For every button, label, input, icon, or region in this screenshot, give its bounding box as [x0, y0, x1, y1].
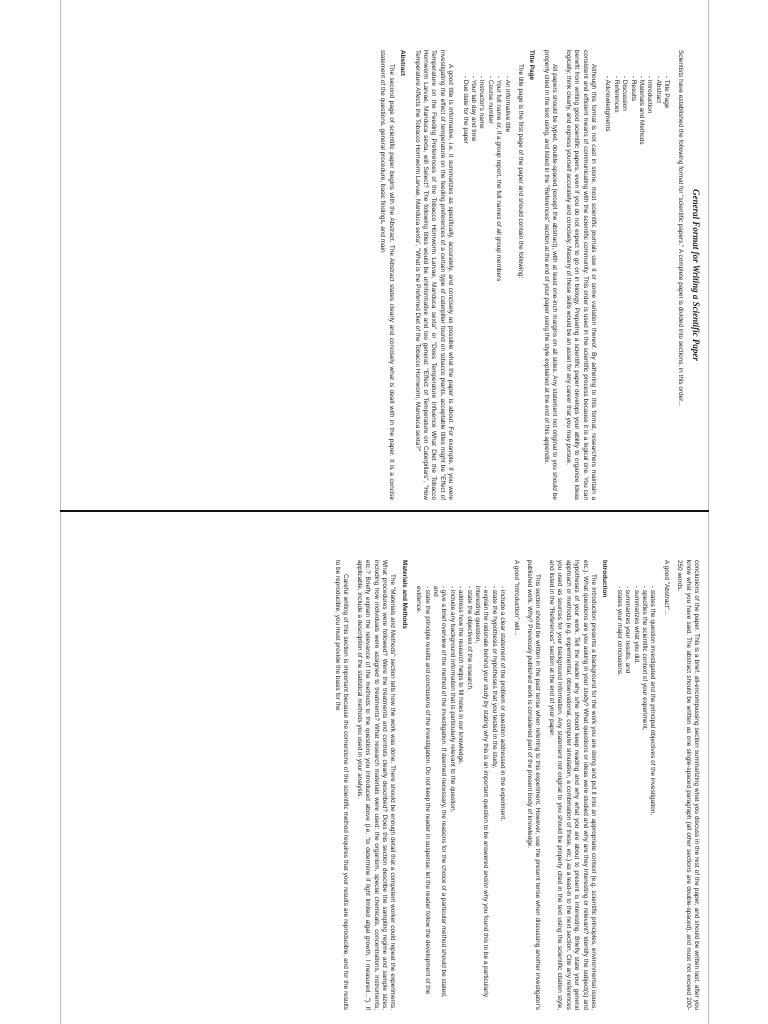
section-list-item: - Results — [628, 76, 636, 500]
title-page-item: - Due date for the paper — [460, 76, 468, 500]
title-page-item: - Instructor's name — [477, 76, 485, 500]
abstract-heading: Abstract — [399, 50, 407, 76]
abstract-paragraph: The second page of scientific paper begins with the Abstract. The Abstract states clearly and concisely what is dealt with in the paper. It is a concise statement of the questions, general procedure, basic findings, and main — [379, 50, 395, 500]
abstract-continued: conclusions of the paper. This is a brief, all-encompassing section summarizing what you discuss in the rest of the paper, and should be written last, after you know what you have said. The abstract should be written as one single-spaced paragraph (all other sections are double-spaced), and must not exceed 200-250 words. — [676, 560, 700, 1010]
sections-list — [603, 50, 670, 500]
introduction-criteria-item: - state the hypothesis or hypotheses that you tested in the study, — [489, 586, 497, 1010]
title-page-item: - Your full name or, if a group report, the full names of all group members — [494, 76, 502, 500]
introduction-paragraph-1: The Introduction presents a background for the work you are doing and put it into an appropriate context (e.g. scientific principles, environmental issues, etc.). What questions are you asking in your study? What questions or ideas were studied and why are they interesting or relevant? Identify the subject(s) and hypotheses of your work. Tell the reader why s/he should keep reading and why what you are about to present is interesting. Briefly state your general approach or methods (e.g. experimental, observational, computer simulation, a combination of these, etc.) as a lead-in to the next section. Cite any references you used as sources for your background information. Any statement not original to you should be properly cited in the text using the scientific citation style, and listed in the "References" section at the end of your paper. — [547, 560, 597, 1010]
introduction-criteria-item: - explain the rationale behind your study by stating why this is an important question to be answered and/or why you found this to be a particularly interesting question, — [473, 586, 490, 1010]
abstract-criteria-item: - states the question investigated and the principal objectives of the investigation, — [648, 586, 656, 1010]
good-intro-lead: A good "Introduction" will... — [512, 560, 520, 636]
section-list-item: - Materials and Methods — [637, 76, 645, 500]
introduction-heading: Introduction — [601, 560, 609, 598]
good-abstract-items — [614, 560, 656, 1010]
introduction-paragraph-2: This section should be written in the past tense when referring to this experiment. However, use the present tense when discussing another investigator's published work. Why? Previously published work is considered part of the present body of knowledge. — [526, 560, 542, 1010]
section-list-item: - Abstract — [653, 76, 661, 500]
section-list-item: - Title Page — [662, 76, 670, 500]
section-list-item: - Acknowledgments — [603, 76, 611, 500]
section-list-item: - Discussion — [620, 76, 628, 500]
methods-paragraph-2: Careful writing of this section is important because the cornerstone of the scientific method requires that your results are reproducible, and for the results to be reproducible, you must provide the basis for the — [333, 560, 350, 1010]
good-intro-items — [414, 560, 506, 1010]
page-edge-right — [708, 0, 709, 1024]
introduction-criteria-item: - include any background information that is particularly relevant to the question, — [447, 586, 455, 1010]
section-list-item: - Introduction — [645, 76, 653, 500]
introduction-criteria-item: - state the principle results and conclusions of the investigation. Do not keep the reader in suspense: let the reader follow the development of the evidence. — [414, 586, 431, 1010]
title-page-item: - An informative title — [502, 76, 510, 500]
page-divider — [60, 510, 709, 512]
title-page-item: - Your lab day and time — [469, 76, 477, 500]
document-page-1 — [60, 50, 700, 500]
title-page-text: The title page is the first page of the paper and should contain the following: — [517, 64, 525, 279]
abstract-criteria-item: - summarizes your results, and — [623, 586, 631, 1010]
document-title: General Format for Writing a Scientific Paper — [691, 189, 701, 361]
good-abstract-lead: A good "Abstract"... — [662, 560, 670, 615]
document-page-2 — [60, 560, 700, 1010]
title-page-heading: Title Page — [528, 50, 536, 81]
section-list-item: - References — [611, 76, 619, 500]
introduction-criteria-item: - address how the research helps to fill holes in our knowledge, — [456, 586, 464, 1010]
abstract-criteria-item: - specifies the scientific context of your experiment, — [640, 586, 648, 1010]
methods-heading: Materials and Methods — [400, 560, 408, 629]
intro-paragraph: Scientists have established the following format for "scientific papers." A complete paper is divided into sections, in this order... — [676, 50, 684, 407]
title-page-items — [460, 50, 510, 500]
methods-paragraph-1: The "Materials and Methods" section tells how the work was done. There should be enough detail that a competent worker could repeat the experiments. What procedures were followed? Were the treatments and controls clearly described? Does this section describe the sampling regime and sample sizes, including how individuals were assigned to treatments? What research materials were used: the organism, special chemicals, concentrations, instruments, etc.? Briefly explain the relevance of the methods to the questions you introduced above (i.e. "to determine if light limited algal growth, I measured..."). If applicable, include a description of the statistical methods you used in your analysis. — [355, 560, 397, 1010]
abstract-criteria-item: - states your major conclusions. — [614, 586, 622, 1010]
typing-paragraph: All papers should be typed, double-spaced (except the abstract), with at least one-inch margins on all sides. Any statement not original to you should be properly cited in the text using, and listed in the "References" section at the end of your paper using the style explained at the end of this appendix. — [542, 50, 559, 500]
introduction-criteria-item: - include a clear statement of the problem or question addressed in the experiment, — [498, 586, 506, 1010]
introduction-criteria-item: - state the objectives of the research, — [464, 586, 472, 1010]
introduction-criteria-item: - give a brief overview of the method of the investigation. If deemed necessary, the reasons for the choice of a particular method should be stated, and — [431, 586, 448, 1010]
abstract-criteria-item: - summarizes what you did, — [631, 586, 639, 1010]
good-title-paragraph: A good title is informative, i.e. it summarizes as specifically, accurately, and concisely as possible what the paper is about. For example, if you were investigating the effect of temperature on the feeding preferences of a certain type of caterpillar found on tobacco plants, acceptable titles might be "Effect of Temperature on the Feeding Preferences of the Tobacco Hornworm Larvae, Manduca sexta" or "Does Temperature Influence What Diet the Tobacco Hornworm Larvae, Manduca sexta, will Select? The following titles would be uninformative and too general: "Effect of Temperature on Caterpillars", "How Temperature Affects the Tobacco Hornworm Larvae, Manduca sexta", "What is the Preferred Diet of the Tobacco Hornworm, Manduca sexta?" — [413, 50, 455, 500]
format-paragraph: Although this format is not cast in stone, most scientific journals use it or some variation thereof. By adhering to this format, researchers maintain a consistent and efficient means of communicating with the scientific community. This order is used in the scientific process because it is a logical one. You can benefit from writing good scientific papers, even if you do not expect to go on in biology. Preparing a scientific paper develops your ability to organize ideas logically, think clearly, and express yourself accurately and concisely. Mastery of these skills would be an asset for any career that you may pursue. — [564, 50, 597, 500]
title-page-item: - Course number — [485, 76, 493, 500]
